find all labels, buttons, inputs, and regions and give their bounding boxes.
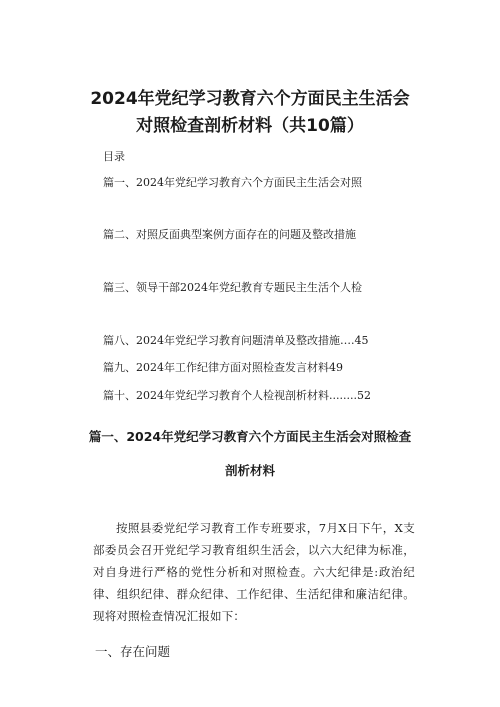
document-title-line-2: 对照检查剖析材料（共10篇） [136, 116, 364, 136]
toc-item[interactable]: 篇三、领导干部2024年党纪教育专题民主生活个人检 [103, 281, 362, 294]
toc-item[interactable]: 篇九、2024年工作纪律方面对照检查发言材料49 [103, 361, 343, 374]
toc-heading: 目录 [103, 150, 125, 163]
subsection-heading: 一、存在问题 [95, 644, 171, 659]
toc-item[interactable]: 篇八、2024年党纪学习教育问题清单及整改措施….45 [103, 334, 369, 347]
toc-item[interactable]: 篇一、2024年党纪学习教育六个方面民主生活会对照 [103, 176, 362, 189]
document-title-line-1: 2024年党纪学习教育六个方面民主生活会 [90, 89, 410, 109]
toc-item[interactable]: 篇十、2024年党纪学习教育个人检视剖析材料........52 [103, 389, 371, 402]
toc-item[interactable]: 篇二、对照反面典型案例方面存在的问题及整改措施 [103, 228, 356, 241]
section-title-line-1: 篇一、2024年党纪学习教育六个方面民主生活会对照检查 [88, 429, 412, 444]
body-paragraph: 按照县委党纪学习教育工作专班要求，7月X日下午，X支部委员会召开党纪学习教育组织生活会，以六大纪律为标准，对自身进行严格的党性分析和对照检查。六大纪律是:政治纪律、组织纪律、群众纪律、工作纪律、生活纪律和廉洁纪律。现将对照检查情况汇报如下： [93, 521, 415, 623]
section-title-line-2: 剖析材料 [224, 463, 275, 478]
